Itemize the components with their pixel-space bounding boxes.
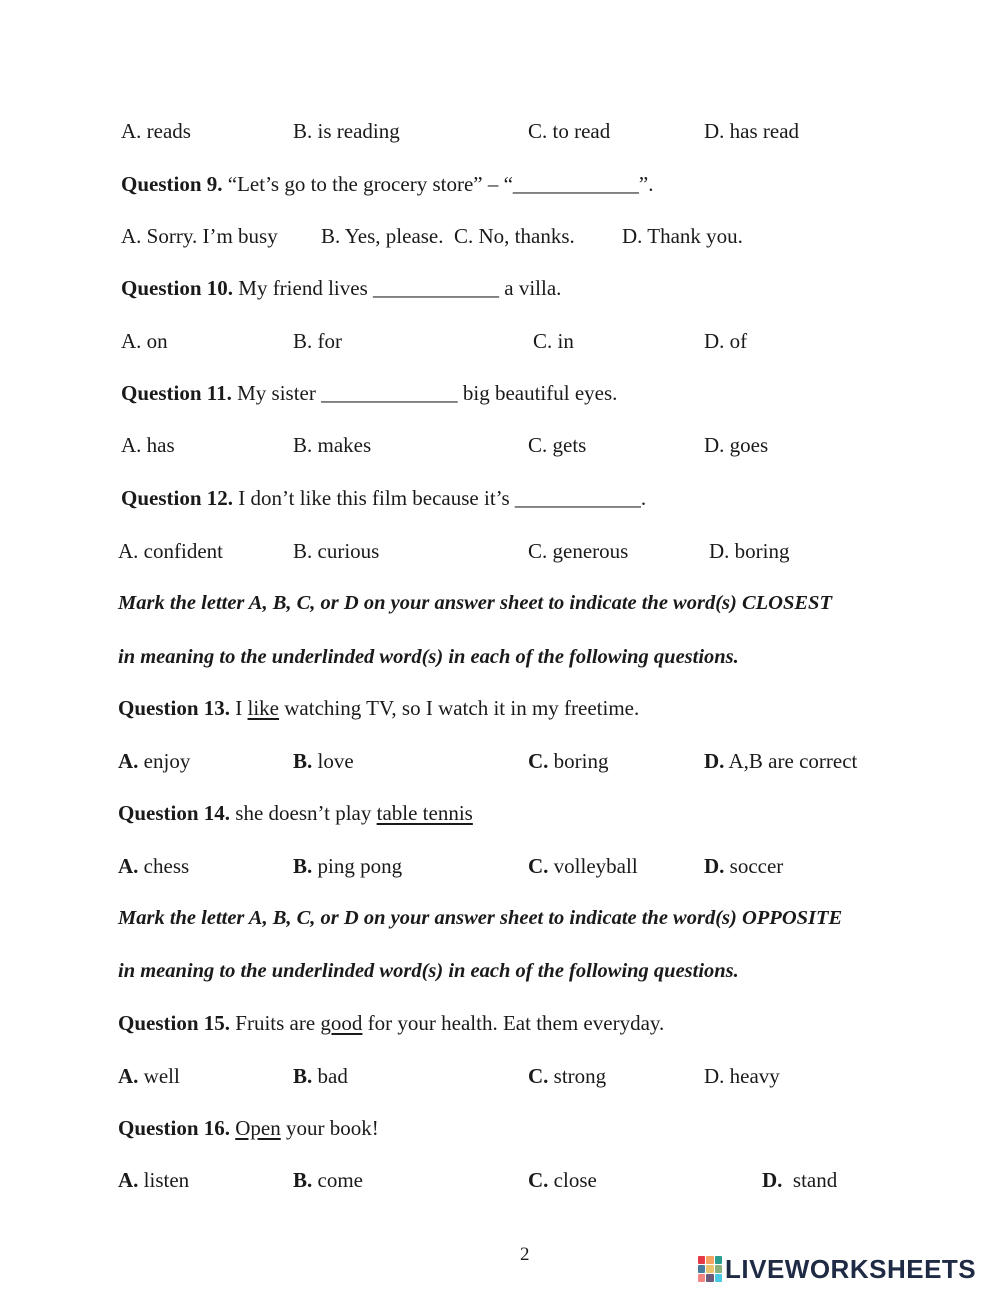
q8-option-d[interactable]: D. has read xyxy=(704,119,800,143)
question-11-text: My sister _____________ big beautiful eyes. xyxy=(231,381,618,405)
q9-option-b[interactable]: B. Yes, please. xyxy=(321,224,444,248)
q11-options xyxy=(0,430,1000,460)
q8-option-b[interactable]: B. is reading xyxy=(293,119,400,143)
logo-tile xyxy=(706,1274,713,1282)
q8-option-a[interactable]: A. reads xyxy=(121,119,191,143)
q9-option-c[interactable]: C. No, thanks. xyxy=(454,224,575,248)
q12-option-b[interactable]: B. curious xyxy=(293,539,380,563)
question-12-text: I don’t like this film because it’s ____________. xyxy=(233,486,647,510)
question-16-label: Question 16. xyxy=(118,1116,231,1140)
logo-tile xyxy=(706,1256,713,1264)
q13-option-b[interactable]: B. love xyxy=(293,749,354,773)
q14-option-b[interactable]: B. ping pong xyxy=(293,854,403,878)
question-13-label: Question 13. xyxy=(118,696,231,720)
q16-option-d[interactable]: D. stand xyxy=(762,1168,838,1192)
instruction-closest-line2: in meaning to the underlinded word(s) in each of the following questions. xyxy=(118,646,739,668)
q14-option-d[interactable]: D. soccer xyxy=(704,854,784,878)
q10-option-a[interactable]: A. on xyxy=(121,329,168,353)
question-14: Question 14. she doesn’t play table tennis xyxy=(118,801,473,825)
q9-option-a[interactable]: A. Sorry. I’m busy xyxy=(121,224,278,248)
q13-options xyxy=(0,746,1000,776)
question-12-label: Question 12. xyxy=(121,486,234,510)
page-number: 2 xyxy=(520,1244,530,1265)
q15-option-a[interactable]: A. well xyxy=(118,1064,180,1088)
logo-tile xyxy=(715,1256,722,1264)
logo-tile xyxy=(715,1265,722,1273)
q10-option-c[interactable]: C. in xyxy=(533,329,574,353)
q10-option-b[interactable]: B. for xyxy=(293,329,342,353)
question-16: Question 16. Open your book! xyxy=(118,1116,379,1140)
question-16-underlined: Open xyxy=(235,1116,281,1140)
question-13-underlined: like xyxy=(247,696,280,720)
q15-option-b[interactable]: B. bad xyxy=(293,1064,348,1088)
question-13: Question 13. I like watching TV, so I watch it in my freetime. xyxy=(118,696,640,720)
q16-options xyxy=(0,1165,1000,1195)
q10-option-d[interactable]: D. of xyxy=(704,329,748,353)
q9-option-d[interactable]: D. Thank you. xyxy=(622,224,743,248)
q15-option-d[interactable]: D. heavy xyxy=(704,1064,780,1088)
q12-option-a[interactable]: A. confident xyxy=(118,539,223,563)
q15-options xyxy=(0,1061,1000,1091)
q12-option-c[interactable]: C. generous xyxy=(528,539,629,563)
logo-tile xyxy=(715,1274,722,1282)
question-15-underlined: good xyxy=(320,1011,363,1035)
liveworksheets-wordmark: LIVEWORKSHEETS xyxy=(725,1253,977,1284)
question-15: Question 15. Fruits are good for your health. Eat them everyday. xyxy=(118,1011,665,1035)
q8-option-c[interactable]: C. to read xyxy=(528,119,611,143)
question-10-label: Question 10. xyxy=(121,276,234,300)
logo-tile xyxy=(706,1265,713,1273)
q14-option-a[interactable]: A. chess xyxy=(118,854,190,878)
instruction-closest-line1: Mark the letter A, B, C, or D on your answer sheet to indicate the word(s) CLOSEST xyxy=(118,592,832,614)
question-12 xyxy=(0,483,1000,513)
instruction-opposite-line2: in meaning to the underlinded word(s) in each of the following questions. xyxy=(118,960,739,982)
q16-option-b[interactable]: B. come xyxy=(293,1168,363,1192)
q14-option-c[interactable]: C. volleyball xyxy=(528,854,638,878)
logo-tile xyxy=(698,1256,705,1264)
q9-options xyxy=(0,221,1000,251)
question-9-text: “Let’s go to the grocery store” – “____________”. xyxy=(222,172,654,196)
q11-option-a[interactable]: A. has xyxy=(121,433,175,457)
q13-option-a[interactable]: A. enjoy xyxy=(118,749,191,773)
question-11 xyxy=(0,378,1000,408)
q11-option-b[interactable]: B. makes xyxy=(293,433,372,457)
q15-option-c[interactable]: C. strong xyxy=(528,1064,607,1088)
question-10-text: My friend lives ____________ a villa. xyxy=(233,276,562,300)
question-14-underlined: table tennis xyxy=(376,801,473,825)
logo-tile xyxy=(698,1265,705,1273)
q8-options xyxy=(0,116,1000,146)
q16-option-c[interactable]: C. close xyxy=(528,1168,597,1192)
question-11-label: Question 11. xyxy=(121,381,232,405)
q12-options xyxy=(0,536,1000,566)
q12-option-d[interactable]: D. boring xyxy=(709,539,790,563)
q14-options xyxy=(0,851,1000,881)
q11-option-c[interactable]: C. gets xyxy=(528,433,587,457)
instruction-opposite-line1: Mark the letter A, B, C, or D on your answer sheet to indicate the word(s) OPPOSITE xyxy=(118,907,843,929)
question-14-label: Question 14. xyxy=(118,801,231,825)
q13-option-c[interactable]: C. boring xyxy=(528,749,609,773)
liveworksheets-grid-icon xyxy=(698,1256,722,1282)
question-9-label: Question 9. xyxy=(121,172,223,196)
q13-option-d[interactable]: D. A,B are correct xyxy=(704,749,858,773)
question-9 xyxy=(0,169,1000,199)
q16-option-a[interactable]: A. listen xyxy=(118,1168,190,1192)
question-15-label: Question 15. xyxy=(118,1011,231,1035)
question-10 xyxy=(0,273,1000,303)
logo-tile xyxy=(698,1274,705,1282)
liveworksheets-logo[interactable] xyxy=(698,1252,976,1286)
q10-options xyxy=(0,326,1000,356)
q11-option-d[interactable]: D. goes xyxy=(704,433,769,457)
